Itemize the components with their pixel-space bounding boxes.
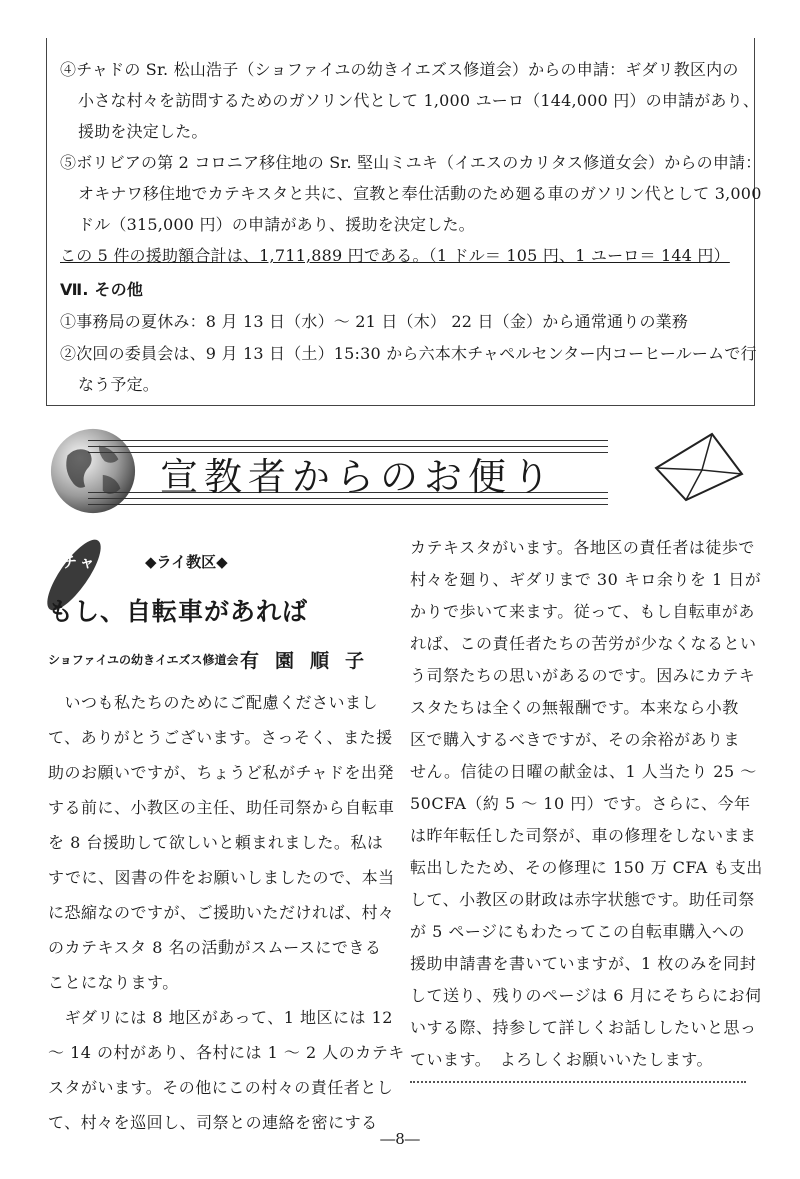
right-line-6: スタたちは全くの無報酬です。本来なら小教 <box>410 698 739 717</box>
left-line-12: スタがいます。その他にこの村々の責任者とし <box>48 1078 394 1097</box>
banner-line <box>88 504 608 505</box>
right-line-3: かりで歩いて来ます。従って、もし自転車があ <box>410 602 755 621</box>
other-item1: ①事務局の夏休み：8 月 13 日（水）～ 21 日（木） 22 日（金）から通常通りの業務 <box>60 312 689 331</box>
left-line-11: ～ 14 の村があり、各村には 1 ～ 2 人のカテキ <box>48 1043 405 1062</box>
left-line-6: すでに、図書の件をお願いしましたので、本当 <box>48 868 395 887</box>
left-line-5: を 8 台援助して欲しいと頼まれました。私は <box>48 833 384 852</box>
report-total: この 5 件の援助額合計は、1,711,889 円である。（1 ドル＝ 105 円、1 ユーロ＝ 144 円） <box>60 246 730 265</box>
right-line-9: 50CFA（約 5 ～ 10 円）です。さらに、今年 <box>410 794 751 813</box>
left-line-8: のカテキスタ 8 名の活動がスムースにできる <box>48 938 382 957</box>
report-item5-line3: ドル（315,000 円）の申請があり、援助を決定した。 <box>78 215 475 234</box>
report-item4-line3: 援助を決定した。 <box>78 122 208 141</box>
other-item2-line2: なう予定。 <box>78 375 160 394</box>
right-line-1: カテキスタがいます。各地区の責任者は徒歩で <box>410 538 755 557</box>
other-item2-line1: ②次回の委員会は、9 月 13 日（土）15:30 から六本木チャペルセンター内コーヒールームで行 <box>60 344 757 363</box>
report-item5-line2: オキナワ移住地でカテキスタと共に、宣教と奉仕活動のため廻る車のガソリン代として 3,000 <box>78 184 762 203</box>
diocese-label: ◆ライ教区◆ <box>145 553 228 571</box>
author-organization: ショファイユの幼きイエズス修道会 <box>48 653 239 667</box>
report-item4-line2: 小さな村々を訪問するためのガソリン代として 1,000 ユーロ（144,000 円）の申請があり、 <box>78 91 760 110</box>
right-line-2: 村々を廻り、ギダリまで 30 キロ余りを 1 日が <box>410 570 762 589</box>
right-line-15: して送り、残りのページは 6 月にそちらにお伺 <box>410 986 762 1005</box>
left-line-3: 助のお願いですが、ちょうど私がチャドを出発 <box>48 763 395 782</box>
right-line-16: いする際、持参して詳しくお話ししたいと思っ <box>410 1018 757 1037</box>
left-line-7: に恐縮なのですが、ご援助いただければ、村々 <box>48 903 395 922</box>
banner-line <box>88 440 608 441</box>
left-line-10: ギダリには 8 地区があって、1 地区には 12 <box>48 1008 393 1027</box>
right-line-11: 転出したため、その修理に 150 万 CFA も支出 <box>410 858 763 877</box>
right-line-14: 援助申請書を書いていますが、1 枚のみを同封 <box>410 954 757 973</box>
right-line-8: せん。信徒の日曜の献金は、1 人当たり 25 ～ <box>410 762 757 781</box>
column-end-divider <box>410 1081 746 1083</box>
section-heading: Ⅶ. その他 <box>60 280 144 299</box>
right-line-17: ています。 よろしくお願いいたします。 <box>410 1050 713 1069</box>
left-line-1: いつも私たちのためにご配慮くださいまし <box>48 693 379 712</box>
right-line-4: れば、この責任者たちの苦労が少なくなるとい <box>410 634 757 653</box>
right-line-10: は昨年転任した司祭が、車の修理をしないまま <box>410 826 757 845</box>
left-line-9: ことになります。 <box>48 973 179 992</box>
left-line-4: する前に、小教区の主任、助任司祭から自転車 <box>48 798 395 817</box>
envelope-icon <box>652 430 746 504</box>
right-line-12: して、小教区の財政は赤字状態です。助任司祭 <box>410 890 755 909</box>
report-item4-line1: ④チャドの Sr. 松山浩子（ショファイユの幼きイエズス修道会）からの申請：ギダリ教区内の <box>60 60 739 79</box>
page-number: ―8― <box>380 1130 420 1148</box>
author-name: 有園順子 <box>240 650 381 672</box>
report-item5-line1: ⑤ボリビアの第 2 コロニア移住地の Sr. 堅山ミユキ（イエスのカリタス修道女会）からの申請： <box>60 153 762 172</box>
country-label: チャド <box>62 553 116 571</box>
article-title: もし、自転車があれば <box>48 597 309 626</box>
left-line-13: て、村々を巡回し、司祭との連絡を密にする <box>48 1113 378 1132</box>
banner-title: 宣教者からのお便り <box>160 455 557 499</box>
right-line-13: が 5 ページにもわたってこの自転車購入への <box>410 922 746 941</box>
right-line-5: う司祭たちの思いがあるのです。因みにカテキ <box>410 666 756 685</box>
left-line-2: て、ありがとうございます。さっそく、また援 <box>48 728 393 747</box>
right-line-7: 区で購入するべきですが、その余裕がありま <box>410 730 741 749</box>
